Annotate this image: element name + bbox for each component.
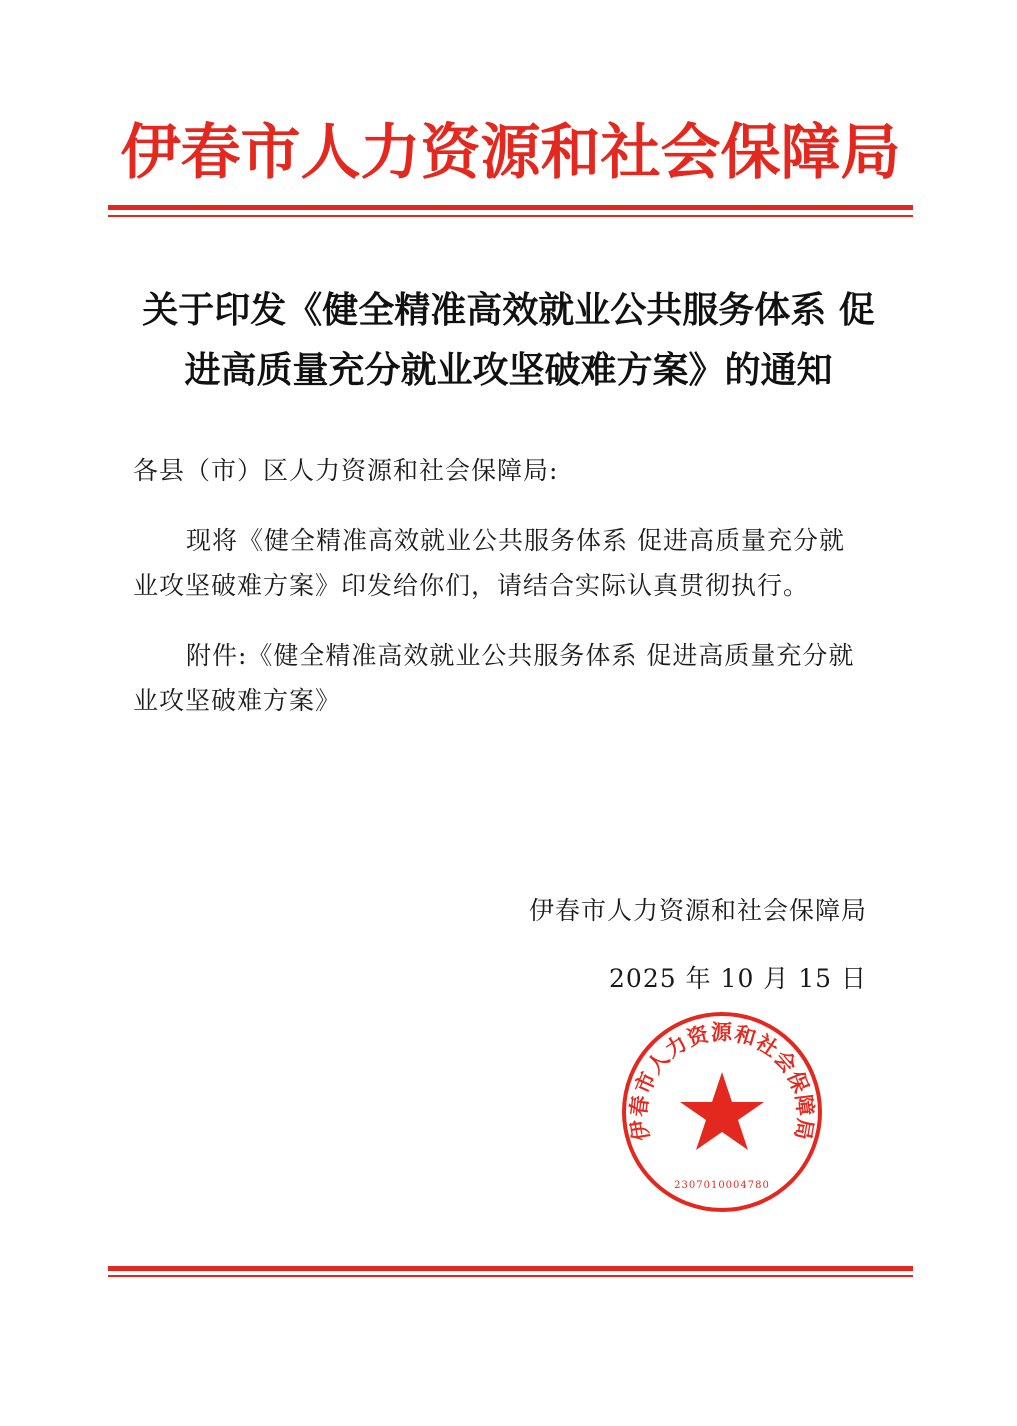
official-seal: [620, 1010, 824, 1214]
signature-date: 2025 年 10 月 15 日: [609, 964, 867, 993]
salutation: 各县（市）区人力资源和社会保障局:: [133, 456, 559, 485]
title-line-2: 进高质量充分就业攻坚破难方案》的通知: [184, 349, 833, 391]
attachment-line-2: 业攻坚破难方案》: [133, 686, 342, 715]
paragraph-line-1: 现将《健全精准高效就业公共服务体系 促进高质量充分就: [186, 526, 845, 555]
masthead-title: 伊春市人力资源和社会保障局: [120, 118, 901, 188]
header-rule-thin: [108, 215, 913, 217]
header-rule-thick: [108, 205, 913, 210]
footer-rule-thick: [108, 1266, 913, 1271]
paragraph-line-2: 业攻坚破难方案》印发给你们，请结合实际认真贯彻执行。: [133, 571, 810, 600]
document-title: [100, 280, 917, 400]
seal-text: 伊春市人力资源和社会保障局: [625, 1019, 819, 1143]
signature-organization: 伊春市人力资源和社会保障局: [528, 896, 867, 925]
title-line-1: 关于印发《健全精准高效就业公共服务体系 促: [142, 289, 875, 331]
attachment-line-1: 附件:《健全精准高效就业公共服务体系 促进高质量充分就: [186, 641, 855, 670]
seal-serial: 2307010004780: [674, 1180, 770, 1191]
seal-star-icon: [680, 1072, 764, 1150]
footer-rule-thin: [108, 1275, 913, 1277]
